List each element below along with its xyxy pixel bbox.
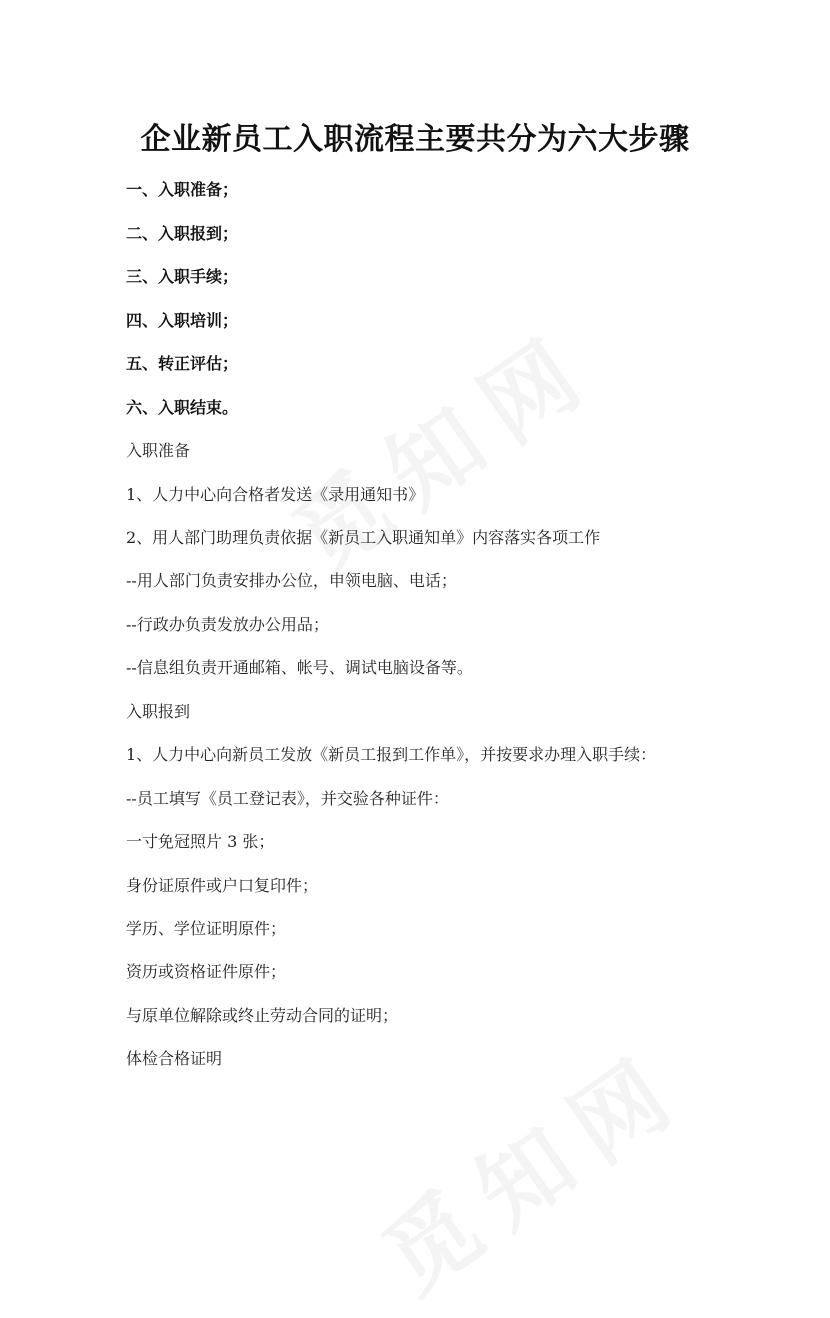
paragraph: 与原单位解除或终止劳动合同的证明；: [126, 1006, 399, 1025]
watermark: [263, 294, 619, 598]
paragraph: --用人部门负责安排办公位，申领电脑、电话；: [126, 571, 457, 590]
step-item: 三、入职手续；: [126, 267, 239, 286]
paragraph: 1、人力中心向合格者发送《录用通知书》: [126, 485, 425, 504]
paragraph: 一寸免冠照片 3 张；: [126, 832, 275, 851]
paragraph: 2、用人部门助理负责依据《新员工入职通知单》内容落实各项工作: [126, 528, 601, 547]
step-item: 六、入职结束。: [126, 398, 239, 417]
document-title: 企业新员工入职流程主要共分为六大步骤: [140, 122, 690, 157]
watermark: [353, 1014, 709, 1318]
section-heading: 入职报到: [126, 702, 191, 721]
step-item: 四、入职培训；: [126, 311, 239, 330]
step-item: 二、入职报到；: [126, 224, 239, 243]
step-item: 五、转正评估；: [126, 354, 239, 373]
paragraph: 身份证原件或户口复印件；: [126, 876, 319, 895]
paragraph: 学历、学位证明原件；: [126, 919, 287, 938]
section-heading: 入职准备: [126, 441, 191, 460]
paragraph: 体检合格证明: [126, 1049, 223, 1068]
paragraph: --行政办负责发放办公用品；: [126, 615, 329, 634]
paragraph: 资历或资格证件原件；: [126, 962, 287, 981]
step-item: 一、入职准备；: [126, 180, 239, 199]
paragraph: --信息组负责开通邮箱、帐号、调试电脑设备等。: [126, 658, 473, 677]
paragraph: --员工填写《员工登记表》，并交验各种证件：: [126, 789, 449, 808]
paragraph: 1、人力中心向新员工发放《新员工报到工作单》，并按要求办理入职手续：: [126, 745, 657, 764]
